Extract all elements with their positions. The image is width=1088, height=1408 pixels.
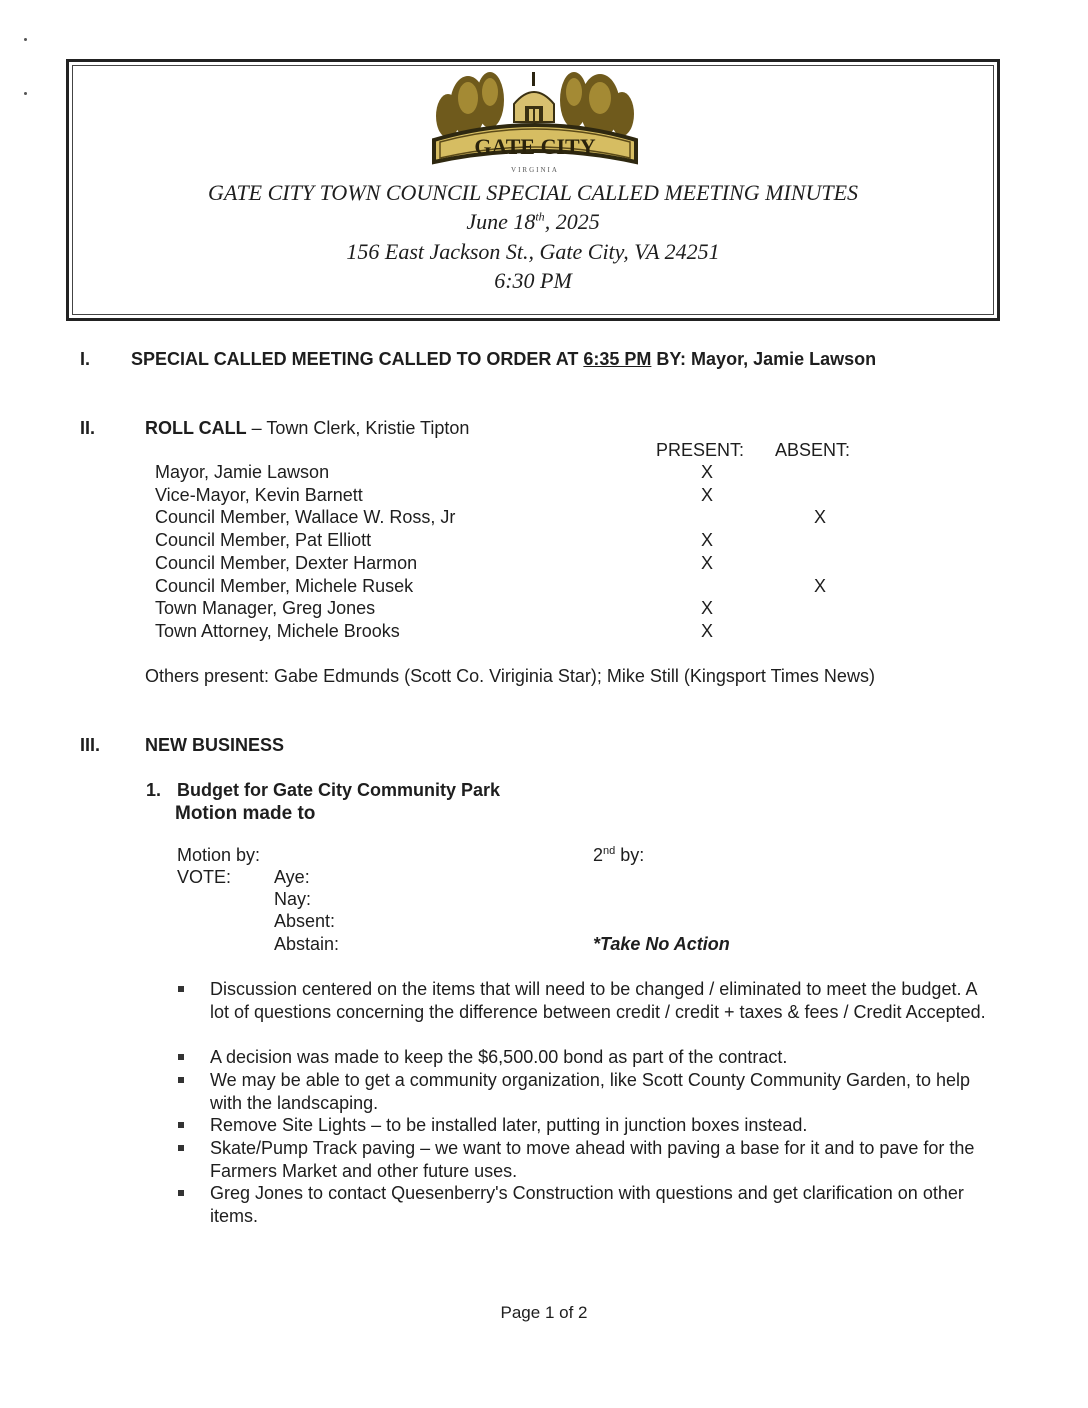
second-by-label: 2nd by: — [593, 845, 645, 865]
roll-call-name: Council Member, Michele Rusek — [155, 576, 414, 596]
vote-label: VOTE: — [177, 867, 232, 887]
present-mark: X — [700, 598, 713, 618]
meeting-address: 156 East Jackson St., Gate City, VA 24251 — [346, 239, 720, 264]
scan-speck — [24, 92, 27, 95]
scan-speck — [24, 38, 27, 41]
bullet-marker — [178, 1145, 184, 1151]
absent-column-header: ABSENT: — [775, 440, 851, 460]
roll-call-heading: ROLL CALL – Town Clerk, Kristie Tipton — [145, 418, 470, 438]
present-mark: X — [700, 485, 713, 505]
abstain-label: Abstain: — [274, 934, 340, 954]
meeting-date: June 18th, 2025 — [466, 209, 600, 234]
bullet-item: We may be able to get a community organization, like Scott County Community Garden, to help with the landscaping. — [210, 1070, 971, 1113]
present-mark: X — [700, 553, 713, 573]
meeting-time: 6:30 PM — [494, 268, 572, 293]
roll-call-name: Council Member, Wallace W. Ross, Jr — [155, 507, 456, 527]
bullet-item: Remove Site Lights – to be installed later, putting in junction boxes instead. — [210, 1115, 808, 1135]
section-2-numeral: II. — [80, 418, 96, 438]
svg-text:VIRGINIA: VIRGINIA — [511, 166, 559, 174]
others-present: Others present: Gabe Edmunds (Scott Co. Viriginia Star); Mike Still (Kingsport Times News) — [145, 666, 875, 686]
bullet-marker — [178, 986, 184, 992]
nay-label: Nay: — [274, 889, 312, 909]
gate-city-logo — [424, 70, 646, 180]
roll-call-name: Mayor, Jamie Lawson — [155, 462, 330, 482]
bullet-marker — [178, 1054, 184, 1060]
roll-call-name: Council Member, Dexter Harmon — [155, 553, 418, 573]
present-mark: X — [700, 530, 713, 550]
present-mark: X — [700, 621, 713, 641]
bullet-item: Discussion centered on the items that will need to be changed / eliminated to meet the budget. A lot of questions concerning the difference between credit / credit + taxes & fees / Credit Accepted. — [210, 979, 986, 1022]
item-title: Budget for Gate City Community Park — [177, 780, 501, 800]
aye-label: Aye: — [274, 867, 310, 887]
page-number: Page 1 of 2 — [500, 1303, 588, 1322]
absent-mark: X — [813, 507, 826, 527]
roll-call-name: Town Manager, Greg Jones — [155, 598, 376, 618]
absent-mark: X — [813, 576, 826, 596]
roll-call-name: Town Attorney, Michele Brooks — [155, 621, 400, 641]
bullet-item: A decision was made to keep the $6,500.00 bond as part of the contract. — [210, 1047, 788, 1067]
motion-by-label: Motion by: — [177, 845, 261, 865]
motion-made-to: Motion made to — [175, 803, 316, 824]
section-3-numeral: III. — [80, 735, 101, 755]
absent-label: Absent: — [274, 911, 336, 931]
present-column-header: PRESENT: — [656, 440, 745, 460]
section-1-numeral: I. — [80, 349, 91, 369]
bullet-marker — [178, 1122, 184, 1128]
present-mark: X — [700, 462, 713, 482]
call-to-order-time: 6:35 PM — [583, 349, 652, 369]
call-to-order: SPECIAL CALLED MEETING CALLED TO ORDER AT 6:35 PM BY: Mayor, Jamie Lawson — [131, 349, 877, 369]
svg-text:GATE CITY: GATE CITY — [474, 134, 596, 159]
bullet-item: Greg Jones to contact Quesenberry's Construction with questions and get clarification on other items. — [210, 1183, 964, 1226]
item-number: 1. — [146, 780, 162, 800]
roll-call-name: Council Member, Pat Elliott — [155, 530, 372, 550]
new-business-heading: NEW BUSINESS — [145, 735, 285, 755]
take-no-action: *Take No Action — [593, 934, 730, 954]
roll-call-name: Vice-Mayor, Kevin Barnett — [155, 485, 363, 505]
bullet-item: Skate/Pump Track paving – we want to move ahead with paving a base for it and to pave for the Farmers Market and other future uses. — [210, 1138, 975, 1181]
meeting-title: GATE CITY TOWN COUNCIL SPECIAL CALLED MEETING MINUTES — [207, 180, 859, 205]
header-frame — [66, 59, 1000, 321]
bullet-marker — [178, 1190, 184, 1196]
bullet-marker — [178, 1077, 184, 1083]
